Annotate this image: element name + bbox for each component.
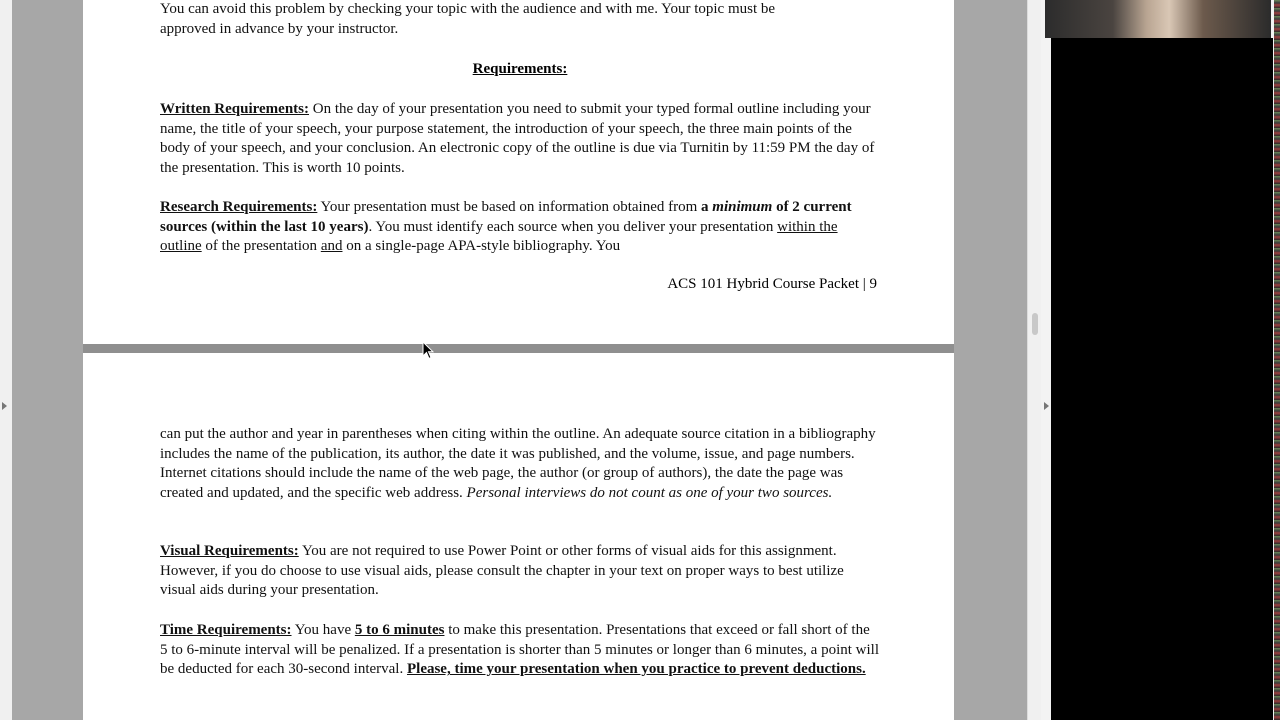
research-text-1: Your presentation must be based on information obtained from [317, 199, 702, 215]
document-viewer[interactable] [12, 0, 1027, 720]
expand-left-icon[interactable] [2, 402, 7, 410]
research-continued-text: can put the author and year in parentheses when citing within the outline. An adequate source citation in a bibliography includes the name of the publication, its author, the date it was published, and the volume, issue, and page numbers. Internet citations should include the name of the web page, the author (or group of authors), the date the page was created and updated, and the specific web address. [160, 426, 876, 501]
mouse-cursor-icon [422, 341, 434, 360]
expand-right-icon[interactable] [1044, 402, 1049, 410]
research-requirements-paragraph [160, 198, 880, 257]
scrollbar-thumb[interactable] [1032, 313, 1038, 335]
visual-requirements-text: You are not required to use Power Point or other forms of visual aids for this assignment. However, if you do choose to use visual aids, please consult the chapter in your text on proper ways to best utilize visual aids during your presentation. [160, 543, 844, 599]
research-bold-2: of 2 current sources (within the last 10 years) [160, 199, 852, 235]
right-side-panel [1041, 0, 1274, 720]
time-practice-note: Please, time your presentation when you practice to prevent deductions. [406, 661, 866, 678]
visual-requirements-paragraph [160, 542, 880, 601]
time-text-2: to make this presentation. Presentations that exceed or fall short of the 5 to 6-minute interval will be penalized. If a presentation is shorter than 5 minutes or longer than 6 minutes, a point will be deducted for each 30-second interval. [160, 622, 879, 678]
document-page-9 [83, 0, 954, 344]
intro-line-2: approved in advance by your instructor. [160, 20, 399, 37]
research-text-2: . You must identify each source when you deliver your presentation [368, 218, 778, 235]
video-background [1051, 38, 1273, 720]
research-continued-paragraph [160, 425, 880, 503]
screen-edge-strip [1274, 0, 1280, 720]
research-underline-1: within the outline [160, 218, 838, 255]
research-text-4: on a single-page APA-style bibliography. You [342, 238, 621, 255]
page-separator [83, 344, 954, 353]
research-requirements-label: Research Requirements: [160, 199, 318, 215]
webcam-video [1045, 0, 1271, 38]
research-underline-2: and [320, 238, 343, 255]
vertical-scrollbar[interactable] [1027, 0, 1042, 720]
document-page-10 [83, 353, 954, 720]
intro-line-1: You can avoid this problem by checking your topic with the audience and with me. Your topic must be [160, 1, 776, 17]
written-requirements-paragraph [160, 100, 880, 178]
research-bold-italic: minimum [712, 199, 773, 215]
time-requirements-label: Time Requirements: [160, 622, 292, 638]
visual-requirements-label: Visual Requirements: [160, 543, 299, 559]
written-requirements-label: Written Requirements: [160, 101, 310, 117]
personal-interviews-note: Personal interviews do not count as one of your two sources. [466, 484, 833, 501]
research-text-3: of the presentation [201, 238, 321, 255]
time-limit-emphasis: 5 to 6 minutes [354, 622, 445, 638]
time-requirements-paragraph [160, 621, 880, 680]
written-requirements-text: On the day of your presentation you need to submit your typed formal outline including your name, the title of your speech, your purpose statement, the introduction of your speech, the three main points of the body of your speech, and your conclusion. An electronic copy of the outline is due via Turnitin by 11:59 PM the day of the presentation. This is worth 10 points. [160, 101, 875, 176]
page-footer: ACS 101 Hybrid Course Packet | 9 [667, 276, 877, 292]
time-text-1: You have [291, 622, 355, 638]
research-bold-1: a [701, 199, 713, 215]
intro-paragraph [160, 0, 880, 39]
requirements-heading: Requirements: [472, 61, 568, 77]
